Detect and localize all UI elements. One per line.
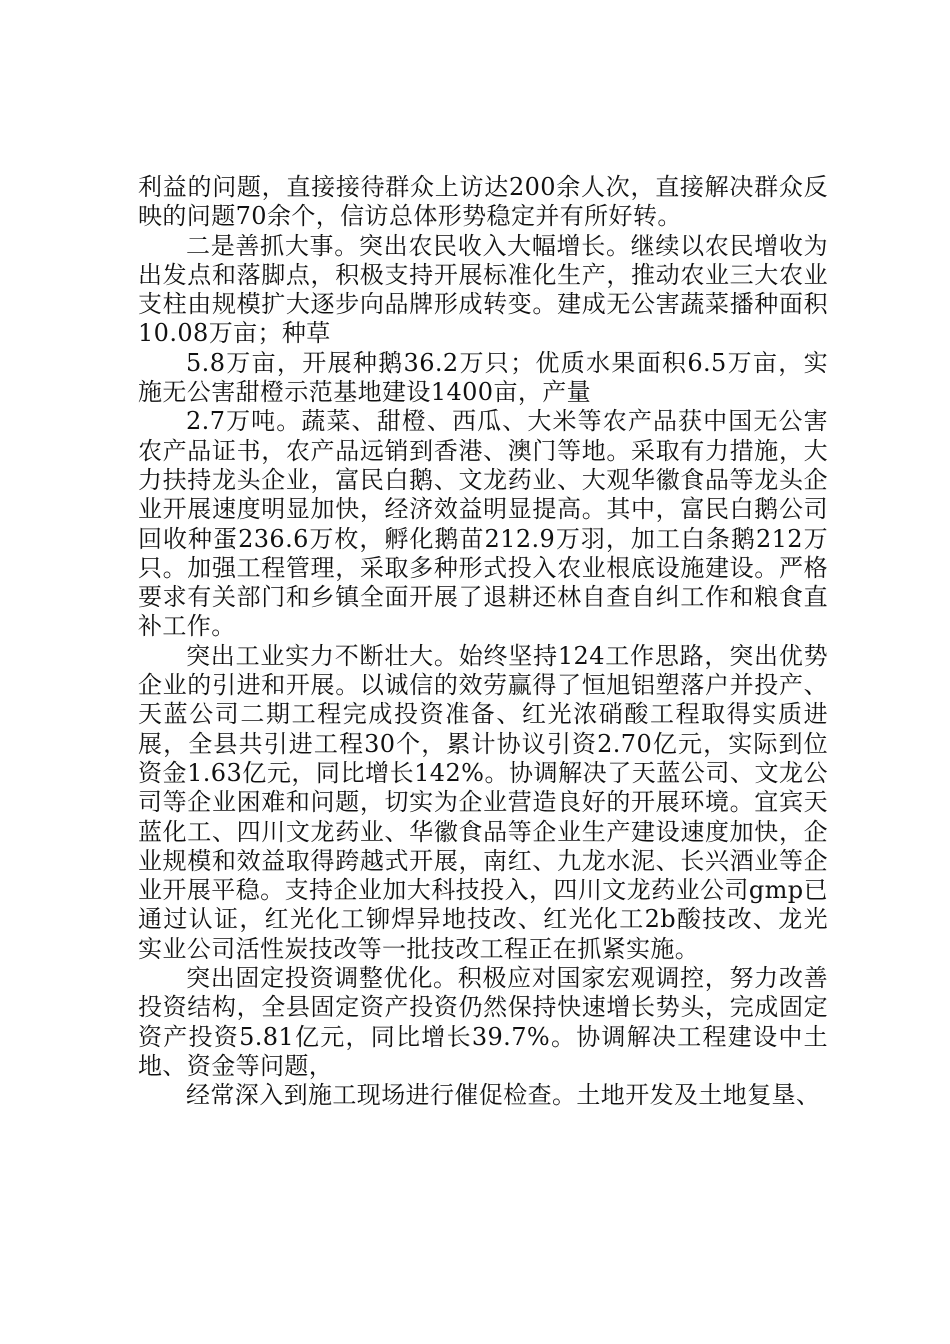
- paragraph-1: 利益的问题，直接接待群众上访达200余人次，直接解决群众反映的问题70余个，信访总体形势稳定并有所好转。: [138, 173, 828, 231]
- paragraph-5: 突出工业实力不断壮大。始终坚持124工作思路，突出优势企业的引进和开展。以诚信的效劳赢得了恒旭铝塑落户并投产、天蓝公司二期工程完成投资准备、红光浓硝酸工程取得实质进展，全县共引进工程30个，累计协议引资2.70亿元，实际到位资金1.63亿元，同比增长142%。协调解决了天蓝公司、文龙公司等企业困难和问题，切实为企业营造良好的开展环境。宜宾天蓝化工、四川文龙药业、华徽食品等企业生产建设速度加快，企业规模和效益取得跨越式开展，南红、九龙水泥、长兴酒业等企业开展平稳。支持企业加大科技投入，四川文龙药业公司gmp已通过认证，红光化工铆焊异地技改、红光化工2b酸技改、龙光实业公司活性炭技改等一批技改工程正在抓紧实施。: [138, 641, 828, 963]
- paragraph-4: 2.7万吨。蔬菜、甜橙、西瓜、大米等农产品获中国无公害农产品证书，农产品远销到香港、澳门等地。采取有力措施，大力扶持龙头企业，富民白鹅、文龙药业、大观华徽食品等龙头企业开展速度明显加快，经济效益明显提高。其中，富民白鹅公司回收种蛋236.6万枚，孵化鹅苗212.9万羽，加工白条鹅212万只。加强工程管理，采取多种形式投入农业根底设施建设。严格要求有关部门和乡镇全面开展了退耕还林自查自纠工作和粮食直补工作。: [138, 407, 828, 641]
- paragraph-2: 二是善抓大事。突出农民收入大幅增长。继续以农民增收为出发点和落脚点，积极支持开展标准化生产，推动农业三大农业支柱由规模扩大逐步向品牌形成转变。建成无公害蔬菜播种面积10.08万亩；种草: [138, 231, 828, 348]
- body-text: [138, 173, 828, 1111]
- paragraph-3: 5.8万亩，开展种鹅36.2万只；优质水果面积6.5万亩，实施无公害甜橙示范基地建设1400亩，产量: [138, 348, 828, 407]
- paragraph-6: 突出固定投资调整优化。积极应对国家宏观调控，努力改善投资结构，全县固定资产投资仍然保持快速增长势头，完成固定资产投资5.81亿元，同比增长39.7%。协调解决工程建设中土地、资金等问题，: [138, 964, 828, 1080]
- paragraph-7: 经常深入到施工现场进行催促检查。土地开发及土地复垦、: [186, 1081, 821, 1110]
